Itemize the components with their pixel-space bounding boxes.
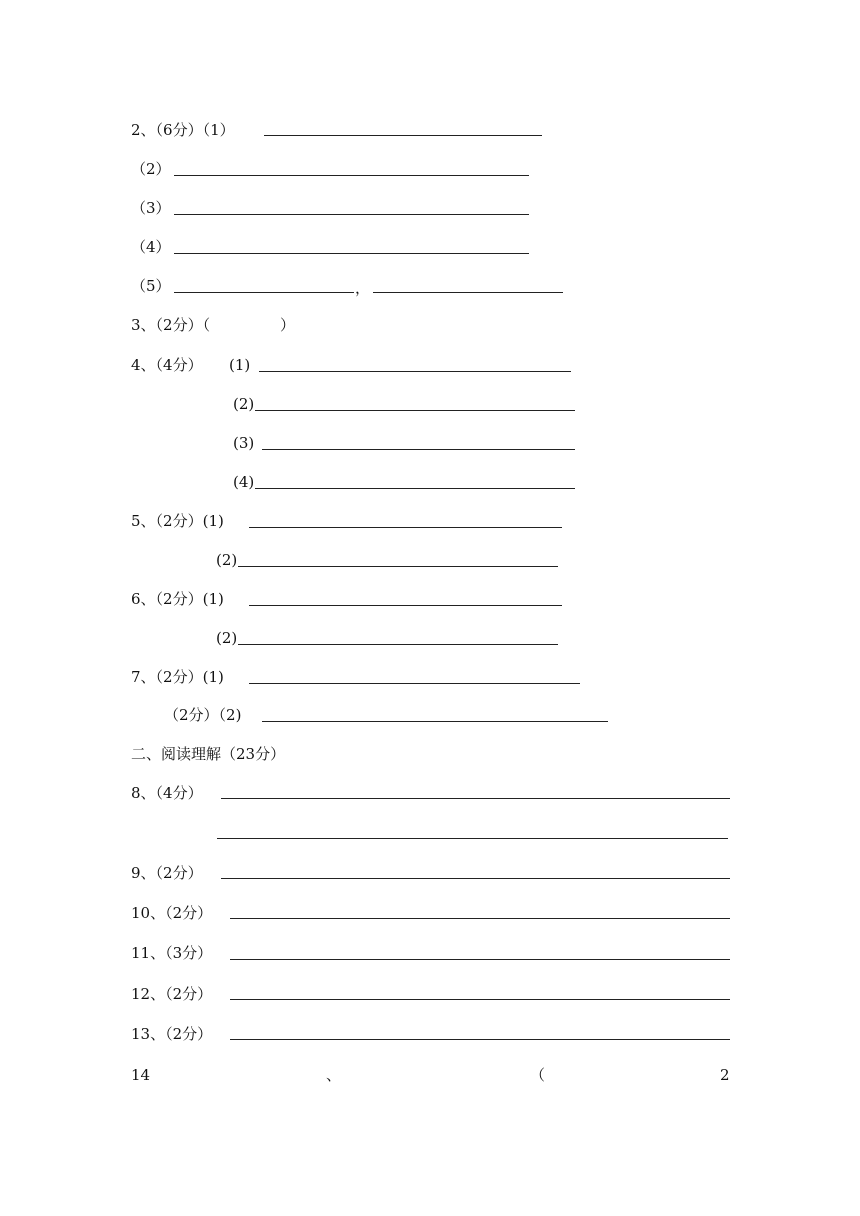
q4-3-answer-line[interactable] [262,449,575,450]
q14-number: 14 [131,1066,151,1084]
q10-answer-line[interactable] [230,918,730,919]
q12-answer-line[interactable] [230,999,730,1000]
q8-answer-line-2[interactable] [217,838,728,839]
q2-5b-answer-line[interactable] [373,292,563,293]
q2-1-answer-line[interactable] [264,135,542,136]
q6-2-answer-line[interactable] [238,644,558,645]
q9-label: 9、（2分） [131,864,203,882]
q2-5-label: （5） [131,277,171,295]
q4-4-label: (4) [233,473,255,491]
q12-label: 12、（2分） [131,985,213,1003]
q4-4-answer-line[interactable] [255,488,575,489]
q4-2-label: (2) [233,395,255,413]
q7-2-label: （2分）（2) [164,706,242,724]
q2-label: 2、（6分）（1） [131,121,235,139]
q7-1-answer-line[interactable] [249,683,580,684]
q2-3-label: （3） [131,199,171,217]
q4-3-label: (3) [233,434,255,452]
q5-2-label: (2) [216,551,238,569]
q4-1-answer-line[interactable] [259,371,571,372]
q2-4-answer-line[interactable] [174,253,529,254]
q14-tail: 2 [720,1066,730,1084]
q5-1-answer-line[interactable] [249,527,562,528]
q8-label: 8、（4分） [131,784,203,802]
q6-label: 6、（2分）(1) [131,590,224,608]
q7-label: 7、（2分）(1) [131,668,224,686]
q6-2-label: (2) [216,629,238,647]
q3-label: 3、（2分）（ [131,316,211,334]
q3-close-paren: ） [280,316,296,334]
q8-answer-line-1[interactable] [221,798,730,799]
q5-label: 5、（2分）(1) [131,512,224,530]
q4-2-answer-line[interactable] [255,410,575,411]
q11-answer-line[interactable] [230,959,730,960]
q13-label: 13、（2分） [131,1025,213,1043]
q4-1-label: (1) [229,356,251,374]
q5-2-answer-line[interactable] [238,566,558,567]
q2-5-comma: ， [355,279,371,297]
q6-1-answer-line[interactable] [249,605,562,606]
q4-label: 4、（4分） [131,356,203,374]
q2-2-label: （2） [131,160,171,178]
q14-separator: 、 [326,1066,342,1084]
q11-label: 11、（3分） [131,944,213,962]
q2-2-answer-line[interactable] [174,175,529,176]
q2-4-label: （4） [131,238,171,256]
q9-answer-line[interactable] [221,878,730,879]
q2-5a-answer-line[interactable] [174,292,354,293]
q2-3-answer-line[interactable] [174,214,529,215]
section-2-title: 二、阅读理解（23分） [131,745,286,763]
q13-answer-line[interactable] [230,1039,730,1040]
q14-paren: （ [530,1066,546,1084]
q7-2-answer-line[interactable] [262,721,608,722]
q10-label: 10、（2分） [131,904,213,922]
